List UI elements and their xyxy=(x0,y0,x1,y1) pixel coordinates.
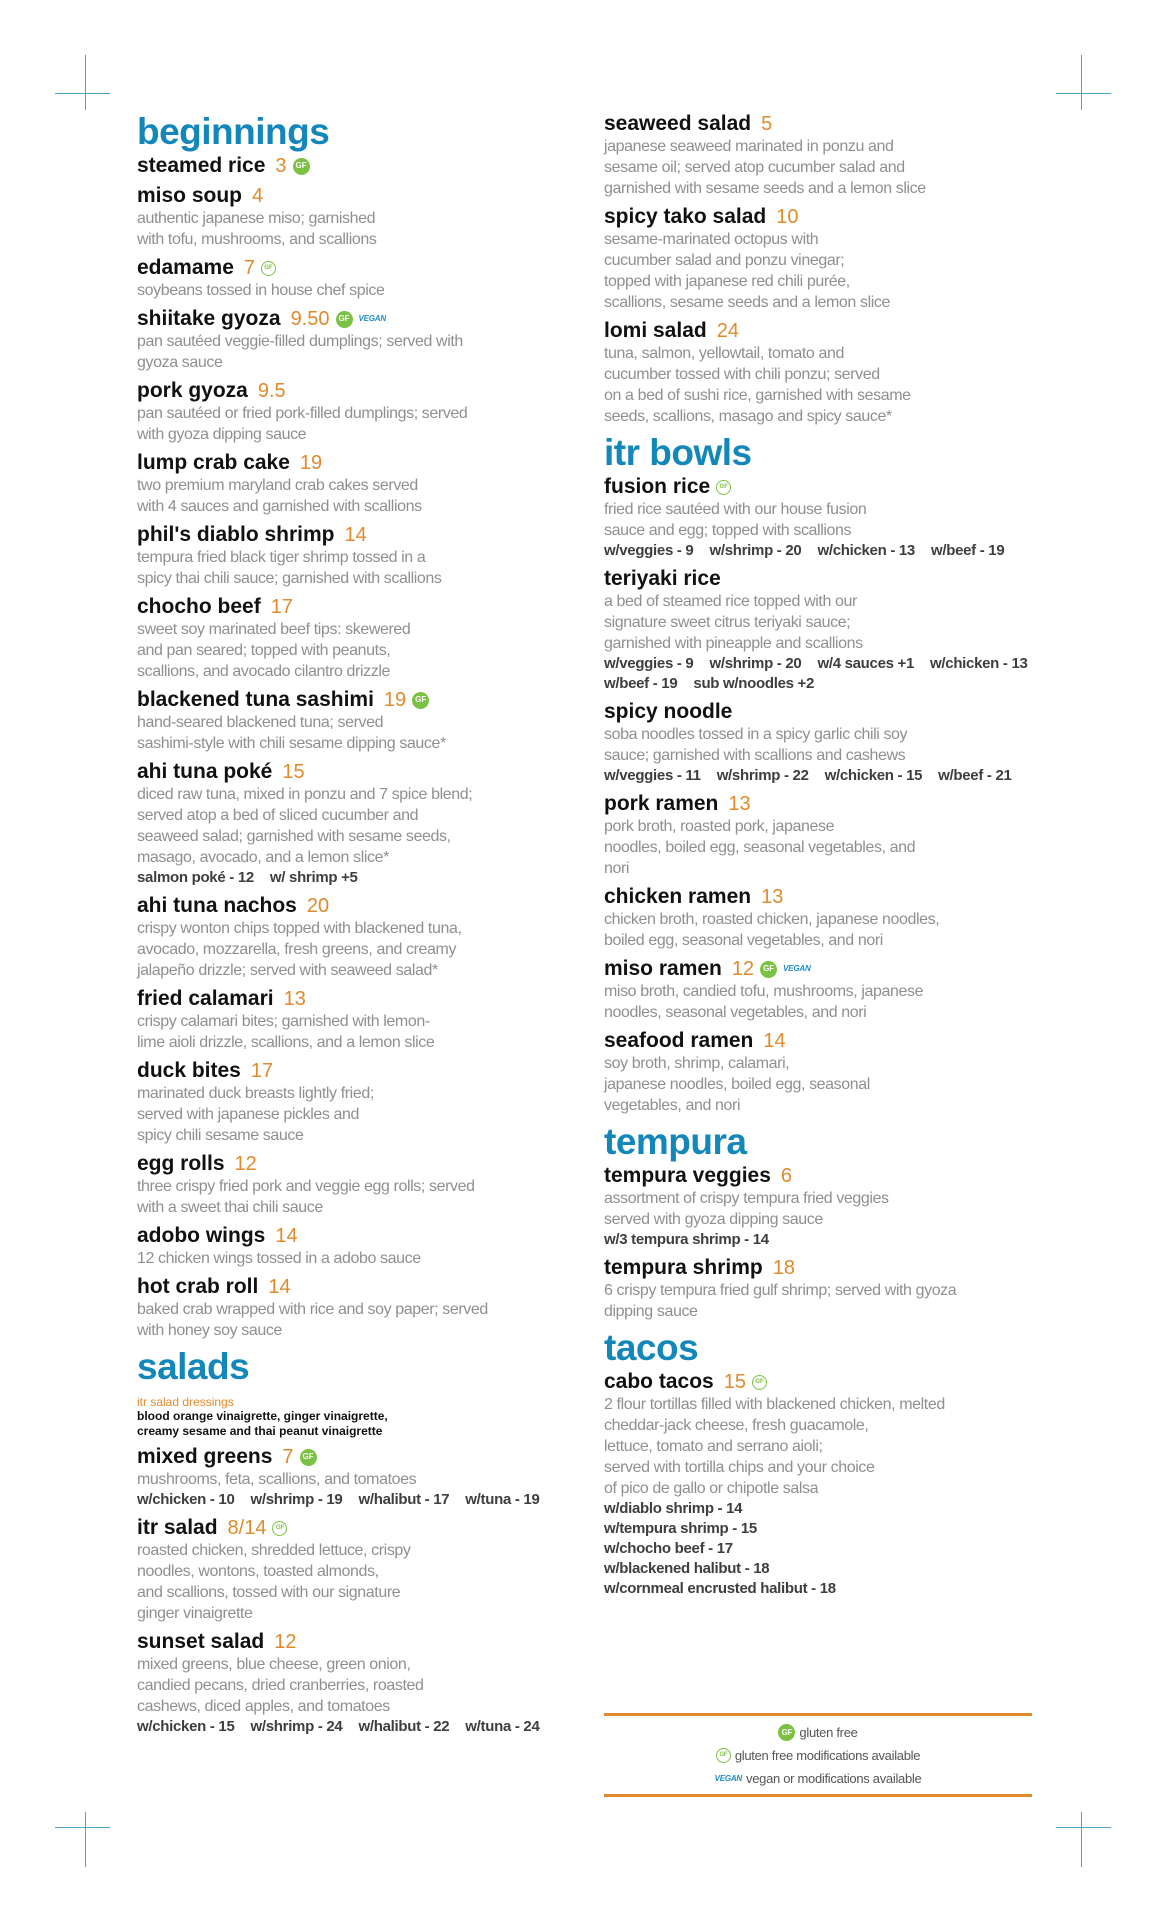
section-title: salads xyxy=(137,1346,250,1387)
option: w/veggies - 9 xyxy=(604,655,694,672)
gluten-free-icon: GF xyxy=(300,1449,317,1466)
crop-mark-bottom-left-h xyxy=(55,1827,110,1828)
gluten-free-modifications-icon: GF xyxy=(272,1521,287,1536)
item-price: 9.50 xyxy=(290,308,330,330)
section-title: itr bowls xyxy=(604,432,752,473)
item-name: seafood ramen xyxy=(604,1029,754,1052)
section-title: beginnings xyxy=(137,111,330,152)
item-price: 24 xyxy=(716,320,739,342)
legend-gf-modifications xyxy=(716,1744,920,1767)
item-name: ahi tuna nachos xyxy=(137,894,297,917)
menu-item-mixed-greens xyxy=(137,1445,569,1510)
option: w/cornmeal encrusted halibut - 18 xyxy=(604,1580,836,1597)
item-header xyxy=(604,792,1032,816)
menu-item-shiitake-gyoza xyxy=(137,307,569,373)
item-description: sweet soy marinated beef tips: skewered and pan seared; topped with peanuts, scallions, and avocado cilantro drizzle xyxy=(137,621,411,680)
item-options xyxy=(137,1490,569,1510)
item-name: teriyaki rice xyxy=(604,567,721,590)
item-price: 14 xyxy=(344,524,367,546)
item-price: 5 xyxy=(761,113,773,135)
item-header xyxy=(137,894,569,918)
menu-item-edamame xyxy=(137,256,569,301)
item-header xyxy=(604,1164,1032,1188)
crop-mark-bottom-right-v xyxy=(1081,1812,1082,1867)
item-header xyxy=(137,1445,569,1469)
item-description: soba noodles tossed in a spicy garlic chili soy sauce; garnished with scallions and cashews xyxy=(604,726,908,764)
item-header xyxy=(137,1059,569,1083)
item-description: pork broth, roasted pork, japanese noodles, boiled egg, seasonal vegetables, and nori xyxy=(604,818,916,877)
item-header xyxy=(604,885,1032,909)
item-price: 4 xyxy=(252,185,264,207)
item-price: 14 xyxy=(275,1225,298,1247)
item-name: cabo tacos xyxy=(604,1370,714,1393)
item-name: lomi salad xyxy=(604,319,707,342)
item-name: edamame xyxy=(137,256,234,279)
item-header xyxy=(137,307,569,331)
item-header xyxy=(604,700,1032,724)
item-header xyxy=(137,154,569,178)
menu-item-duck-bites xyxy=(137,1059,569,1146)
item-header xyxy=(604,1256,1032,1280)
item-description: tempura fried black tiger shrimp tossed in a spicy thai chili sauce; garnished with scallions xyxy=(137,549,442,587)
item-description: tuna, salmon, yellowtail, tomato and cucumber tossed with chili ponzu; served on a bed of sushi rice, garnished with sesame seeds, scallions, masago and spicy sauce* xyxy=(604,345,911,425)
item-name: phil's diablo shrimp xyxy=(137,523,335,546)
item-name: spicy tako salad xyxy=(604,205,767,228)
item-name: shiitake gyoza xyxy=(137,307,281,330)
item-price: 3 xyxy=(275,155,287,177)
option: w/tuna - 19 xyxy=(465,1491,540,1508)
gluten-free-modifications-icon: GF xyxy=(716,1748,731,1763)
item-description: assortment of crispy tempura fried veggies served with gyoza dipping sauce xyxy=(604,1190,889,1228)
item-description: a bed of steamed rice topped with our signature sweet citrus teriyaki sauce; garnished with pineapple and scallions xyxy=(604,593,863,652)
option: w/4 sauces +1 xyxy=(817,655,915,672)
option: w/chicken - 13 xyxy=(817,542,915,559)
item-name: pork gyoza xyxy=(137,379,248,402)
item-description: mushrooms, feta, scallions, and tomatoes xyxy=(137,1471,417,1488)
option: w/shrimp - 20 xyxy=(709,655,802,672)
menu-item-spicy-tako-salad xyxy=(604,205,1032,313)
item-description: japanese seaweed marinated in ponzu and sesame oil; served atop cucumber salad and garnished with sesame seeds and a lemon slice xyxy=(604,138,926,197)
item-header xyxy=(604,957,1032,981)
option: w/beef - 19 xyxy=(930,542,1005,559)
item-description: two premium maryland crab cakes served with 4 sauces and garnished with scallions xyxy=(137,477,422,515)
vegan-icon: VEGAN xyxy=(714,1773,743,1783)
item-name: adobo wings xyxy=(137,1224,266,1247)
item-header xyxy=(137,256,569,280)
item-description: crispy wonton chips topped with blackened tuna, avocado, mozzarella, fresh greens, and creamy jalapeño drizzle; served with seaweed salad* xyxy=(137,920,462,979)
option: w/shrimp - 19 xyxy=(250,1491,343,1508)
item-description: 6 crispy tempura fried gulf shrimp; served with gyoza dipping sauce xyxy=(604,1282,957,1320)
menu-item-lomi-salad xyxy=(604,319,1032,427)
option: w/chicken - 15 xyxy=(137,1718,235,1735)
menu-item-fried-calamari xyxy=(137,987,569,1053)
item-description: crispy calamari bites; garnished with lemon- lime aioli drizzle, scallions, and a lemon slice xyxy=(137,1013,435,1051)
option: w/diablo shrimp - 14 xyxy=(604,1500,743,1517)
item-description: roasted chicken, shredded lettuce, crispy noodles, wontons, toasted almonds, and scallions, tossed with our signature ginger vinaigrette xyxy=(137,1542,411,1622)
item-name: duck bites xyxy=(137,1059,241,1082)
item-options xyxy=(604,1499,1032,1599)
item-price: 15 xyxy=(282,761,305,783)
menu-item-adobo-wings xyxy=(137,1224,569,1269)
item-name: chicken ramen xyxy=(604,885,752,908)
option: w/veggies - 9 xyxy=(604,542,694,559)
item-description: authentic japanese miso; garnished with tofu, mushrooms, and scallions xyxy=(137,210,377,248)
item-description: 2 flour tortillas filled with blackened chicken, melted cheddar-jack cheese, fresh guacamole, lettuce, tomato and serrano aioli; served with tortilla chips and your choice of pico de gallo or chipotle salsa xyxy=(604,1396,945,1497)
item-header xyxy=(137,1630,569,1654)
item-description: diced raw tuna, mixed in ponzu and 7 spice blend; served atop a bed of sliced cucumber and seaweed salad; garnished with sesame seeds, masago, avocado, and a lemon slice* xyxy=(137,786,473,866)
legend-gf-modifications-label: gluten free modifications available xyxy=(734,1747,921,1763)
gluten-free-icon: GF xyxy=(412,692,429,709)
item-header xyxy=(137,760,569,784)
item-name: miso soup xyxy=(137,184,243,207)
item-description: pan sautéed or fried pork-filled dumplings; served with gyoza dipping sauce xyxy=(137,405,468,443)
menu-item-miso-soup xyxy=(137,184,569,250)
crop-mark-bottom-left-v xyxy=(85,1812,86,1867)
item-description: three crispy fried pork and veggie egg rolls; served with a sweet thai chili sauce xyxy=(137,1178,475,1216)
menu-item-sunset-salad xyxy=(137,1630,569,1737)
option: w/halibut - 22 xyxy=(358,1718,450,1735)
menu-item-spicy-noodle xyxy=(604,700,1032,786)
item-name: fusion rice xyxy=(604,475,711,498)
gluten-free-modifications-icon: GF xyxy=(716,480,731,495)
item-description: hand-seared blackened tuna; served sashimi-style with chili sesame dipping sauce* xyxy=(137,714,446,752)
item-price: 13 xyxy=(761,886,784,908)
option: w/ shrimp +5 xyxy=(269,869,358,886)
item-price: 13 xyxy=(283,988,306,1010)
item-description: miso broth, candied tofu, mushrooms, japanese noodles, seasonal vegetables, and nori xyxy=(604,983,924,1021)
gluten-free-modifications-icon: GF xyxy=(752,1375,767,1390)
item-header xyxy=(137,987,569,1011)
item-header xyxy=(604,205,1032,229)
item-name: blackened tuna sashimi xyxy=(137,688,374,711)
item-name: fried calamari xyxy=(137,987,274,1010)
item-header xyxy=(604,1370,1032,1394)
menu-item-pork-gyoza xyxy=(137,379,569,445)
option: w/shrimp - 20 xyxy=(709,542,802,559)
dietary-legend xyxy=(604,1713,1032,1797)
option: w/chicken - 15 xyxy=(824,767,923,784)
item-price: 13 xyxy=(728,793,751,815)
item-price: 15 xyxy=(723,1371,746,1393)
item-name: hot crab roll xyxy=(137,1275,259,1298)
vegan-icon: VEGAN xyxy=(783,964,811,973)
item-name: ahi tuna poké xyxy=(137,760,273,783)
item-price: 14 xyxy=(763,1030,786,1052)
item-name: steamed rice xyxy=(137,154,266,177)
item-description: pan sautéed veggie-filled dumplings; served with gyoza sauce xyxy=(137,333,463,371)
menu-item-hot-crab-roll xyxy=(137,1275,569,1341)
item-price: 7 xyxy=(243,257,256,279)
option: w/blackened halibut - 18 xyxy=(604,1560,770,1577)
item-description: mixed greens, blue cheese, green onion, candied pecans, dried cranberries, roasted cashews, diced apples, and tomatoes xyxy=(137,1656,424,1715)
crop-mark-top-left-h xyxy=(55,93,110,94)
item-price: 20 xyxy=(306,895,330,917)
item-price: 12 xyxy=(731,958,755,980)
item-header xyxy=(604,567,1032,591)
option: w/chicken - 13 xyxy=(930,655,1028,672)
crop-mark-bottom-right-h xyxy=(1056,1827,1111,1828)
item-header xyxy=(137,1152,569,1176)
item-description: 12 chicken wings tossed in a adobo sauce xyxy=(137,1250,421,1267)
item-name: mixed greens xyxy=(137,1445,273,1468)
item-header xyxy=(137,1516,569,1540)
menu-item-chicken-ramen xyxy=(604,885,1032,951)
menu-item-ahi-tuna-poke xyxy=(137,760,569,888)
legend-gluten-free-label: gluten free xyxy=(799,1724,858,1740)
item-price: 9.5 xyxy=(257,380,286,402)
item-options xyxy=(604,766,1032,786)
menu-section-tempura xyxy=(604,1122,1032,1322)
item-price: 19 xyxy=(299,452,323,474)
menu-item-ahi-tuna-nachos xyxy=(137,894,569,981)
item-description: soy broth, shrimp, calamari, japanese noodles, boiled egg, seasonal vegetables, and nori xyxy=(604,1055,870,1114)
item-header xyxy=(137,595,569,619)
menu-item-tempura-veggies xyxy=(604,1164,1032,1250)
item-name: spicy noodle xyxy=(604,700,733,723)
option: w/tempura shrimp - 15 xyxy=(604,1520,757,1537)
option: w/halibut - 17 xyxy=(358,1491,450,1508)
legend-vegan-label: vegan or modifications available xyxy=(746,1770,922,1786)
crop-mark-top-right-v xyxy=(1081,55,1082,110)
item-description: soybeans tossed in house chef spice xyxy=(137,282,385,299)
dressings-title: itr salad dressings xyxy=(137,1395,234,1409)
item-name: tempura veggies xyxy=(604,1164,771,1187)
item-price: 10 xyxy=(776,206,799,228)
menu-section-beginnings xyxy=(137,112,569,1341)
item-header xyxy=(604,475,1032,499)
menu-item-seafood-ramen xyxy=(604,1029,1032,1116)
item-header xyxy=(137,1224,569,1248)
item-header xyxy=(604,319,1032,343)
item-price: 17 xyxy=(250,1060,274,1082)
menu-item-blackened-tuna-sashimi xyxy=(137,688,569,754)
dressings-list: blood orange vinaigrette, ginger vinaigrette, creamy sesame and thai peanut vinaigrette xyxy=(137,1409,388,1438)
item-price: 6 xyxy=(780,1165,793,1187)
item-description: marinated duck breasts lightly fried; served with japanese pickles and spicy chili sesame sauce xyxy=(137,1085,374,1144)
menu-item-itr-salad xyxy=(137,1516,569,1624)
menu-item-fusion-rice xyxy=(604,475,1032,561)
item-header xyxy=(604,1029,1032,1053)
menu-item-tempura-shrimp xyxy=(604,1256,1032,1322)
item-name: lump crab cake xyxy=(137,451,290,474)
item-description: chicken broth, roasted chicken, japanese noodles, boiled egg, seasonal vegetables, and nori xyxy=(604,911,940,949)
section-title: tempura xyxy=(604,1121,747,1162)
item-name: miso ramen xyxy=(604,957,722,980)
item-price: 19 xyxy=(383,689,407,711)
menu-item-teriyaki-rice xyxy=(604,567,1032,694)
legend-vegan xyxy=(715,1767,922,1790)
menu-column-right xyxy=(604,112,1032,1605)
item-options xyxy=(604,1230,1032,1250)
menu-column-left xyxy=(137,112,569,1743)
menu-section-continued xyxy=(604,112,1032,427)
menu-item-lump-crab-cake xyxy=(137,451,569,517)
menu-item-seaweed-salad xyxy=(604,112,1032,199)
item-name: itr salad xyxy=(137,1516,218,1539)
option: w/chocho beef - 17 xyxy=(604,1540,733,1557)
item-name: seaweed salad xyxy=(604,112,752,135)
option: w/chicken - 10 xyxy=(137,1491,235,1508)
item-description: sesame-marinated octopus with cucumber salad and ponzu vinegar; topped with japanese red chili purée, scallions, sesame seeds and a lemon slice xyxy=(604,231,890,311)
item-name: pork ramen xyxy=(604,792,719,815)
crop-mark-top-right-h xyxy=(1056,93,1111,94)
option: w/3 tempura shrimp - 14 xyxy=(604,1231,769,1248)
option: w/tuna - 24 xyxy=(465,1718,540,1735)
option: sub w/noodles +2 xyxy=(693,675,815,692)
item-name: tempura shrimp xyxy=(604,1256,763,1279)
menu-item-phil-s-diablo-shrimp xyxy=(137,523,569,589)
menu-item-miso-ramen xyxy=(604,957,1032,1023)
item-header xyxy=(137,379,569,403)
option: salmon poké - 12 xyxy=(137,869,254,886)
item-price: 17 xyxy=(270,596,293,618)
vegan-icon: VEGAN xyxy=(358,314,386,323)
menu-section-salads xyxy=(137,1347,569,1737)
gluten-free-modifications-icon: GF xyxy=(261,261,276,276)
item-header xyxy=(604,112,1032,136)
item-header xyxy=(137,1275,569,1299)
item-options xyxy=(137,868,569,888)
item-price: 8/14 xyxy=(227,1517,267,1539)
gluten-free-icon: GF xyxy=(778,1724,795,1741)
menu-item-steamed-rice xyxy=(137,154,569,178)
menu-section-tacos xyxy=(604,1328,1032,1599)
item-header xyxy=(137,451,569,475)
item-header xyxy=(137,184,569,208)
menu-item-egg-rolls xyxy=(137,1152,569,1218)
gluten-free-icon: GF xyxy=(336,311,353,328)
item-header xyxy=(137,523,569,547)
section-title: tacos xyxy=(604,1327,699,1368)
item-price: 12 xyxy=(234,1153,257,1175)
item-description: baked crab wrapped with rice and soy paper; served with honey soy sauce xyxy=(137,1301,488,1339)
option: w/shrimp - 24 xyxy=(250,1718,343,1735)
item-options xyxy=(604,654,1032,694)
item-price: 7 xyxy=(282,1446,294,1468)
item-options xyxy=(137,1717,569,1737)
menu-item-pork-ramen xyxy=(604,792,1032,879)
item-header xyxy=(137,688,569,712)
option: w/beef - 21 xyxy=(938,767,1012,784)
item-name: chocho beef xyxy=(137,595,261,618)
gluten-free-icon: GF xyxy=(293,158,310,175)
item-name: sunset salad xyxy=(137,1630,265,1653)
item-price: 14 xyxy=(268,1276,291,1298)
menu-item-cabo-tacos xyxy=(604,1370,1032,1599)
gluten-free-icon: GF xyxy=(760,961,777,978)
crop-mark-top-left-v xyxy=(85,55,86,110)
item-description: fried rice sautéed with our house fusion sauce and egg; topped with scallions xyxy=(604,501,867,539)
item-price: 18 xyxy=(772,1257,795,1279)
legend-gluten-free xyxy=(778,1721,857,1744)
menu-section-itr-bowls xyxy=(604,433,1032,1116)
item-options xyxy=(604,541,1032,561)
menu-item-chocho-beef xyxy=(137,595,569,682)
item-price: 12 xyxy=(274,1631,297,1653)
option: w/veggies - 11 xyxy=(604,767,701,784)
option: w/beef - 19 xyxy=(604,675,678,692)
option: w/shrimp - 22 xyxy=(716,767,809,784)
item-name: egg rolls xyxy=(137,1152,225,1175)
